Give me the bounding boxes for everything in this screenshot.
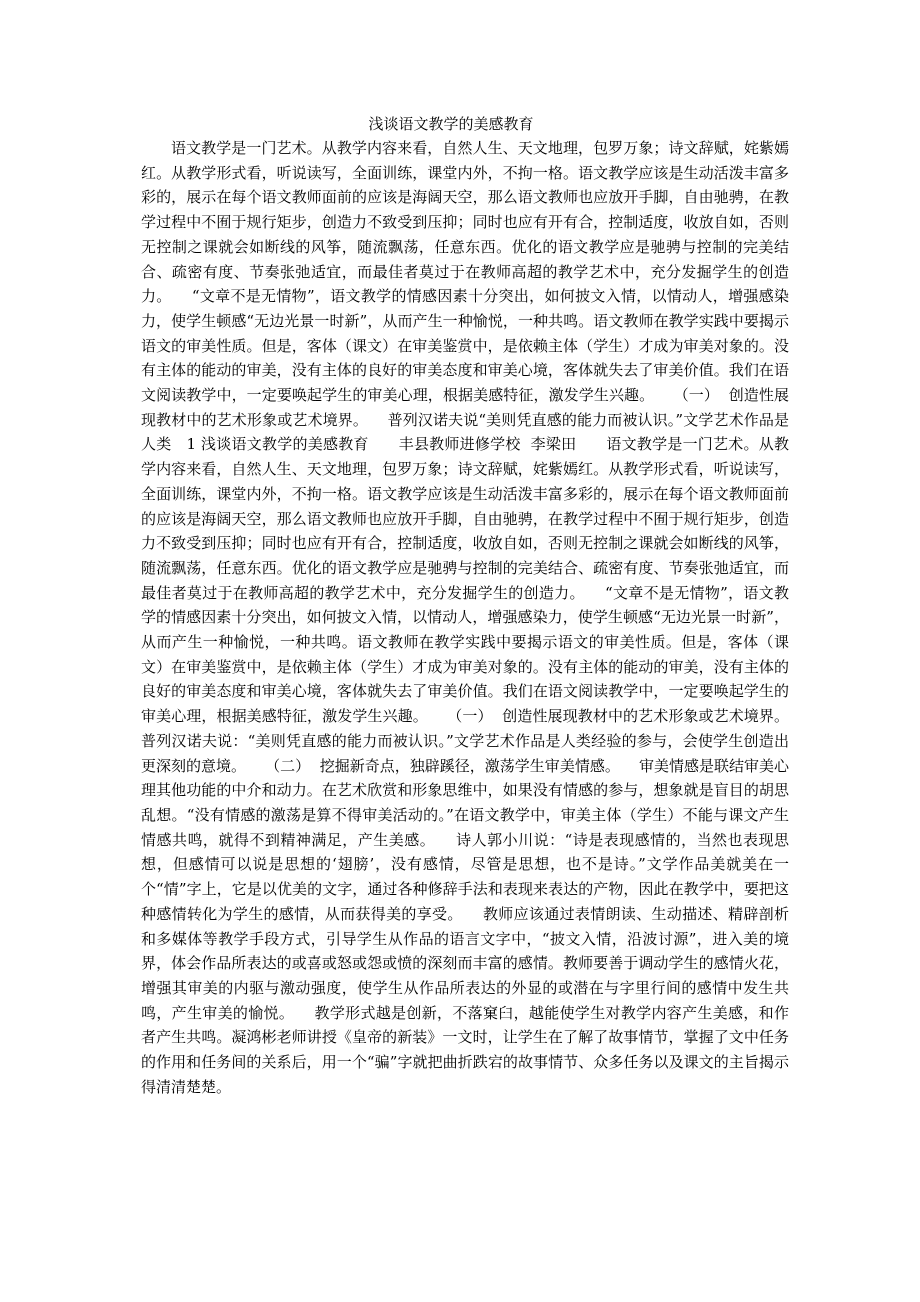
document-page (141, 112, 809, 1099)
document-title: 浅谈语文教学的美感教育 (368, 115, 534, 133)
document-body: 语文教学是一门艺术。从教学内容来看，自然人生、天文地理，包罗万象；诗文辞赋，姹紫嫣红。从教学形式看，听说读写，全面训练，课堂内外，不拘一格。语文教学应该是生动活泼丰富多彩的，展示在每个语文教师面前的应该是海阔天空，那么语文教师也应放开手脚，自由驰骋，在教学过程中不囿于规行矩步，创造力不致受到压抑；同时也应有开有合，控制适度，收放自如，否则无控制之课就会如断线的风筝，随流飘荡，任意东西。优化的语文教学应是驰骋与控制的完美结合、疏密有度、节奏张弛适宜，而最佳者莫过于在教师高超的教学艺术中，充分发掘学生的创造力。 “文章不是无情物”，语文教学的情感因素十分突出，如何披文入情，以情动人，增强感染力，使学生顿感“无边光景一时新”，从而产生一种愉悦，一种共鸣。语文教师在教学实践中要揭示语文的审美性质。但是，客体（课文）在审美鉴赏中，是依赖主体（学生）才成为审美对象的。没有主体的能动的审美，没有主体的良好的审美态度和审美心境，客体就失去了审美价值。我们在语文阅读教学中，一定要唤起学生的审美心理，根据美感特征，激发学生兴趣。 （一） 创造性展现教材中的艺术形象或艺术境界。 普列汉诺夫说“美则凭直感的能力而被认识。”文学艺术作品是人类 1 浅谈语文教学的美感教育 丰县教师进修学校 李梁田 语文教学是一门艺术。从教学内容来看，自然人生、天文地理，包罗万象；诗文辞赋，姹紫嫣红。从教学形式看，听说读写，全面训练，课堂内外，不拘一格。语文教学应该是生动活泼丰富多彩的，展示在每个语文教师面前的应该是海阔天空，那么语文教师也应放开手脚，自由驰骋，在教学过程中不囿于规行矩步，创造力不致受到压抑；同时也应有开有合，控制适度，收放自如，否则无控制之课就会如断线的风筝，随流飘荡，任意东西。优化的语文教学应是驰骋与控制的完美结合、疏密有度、节奏张弛适宜，而最佳者莫过于在教师高超的教学艺术中，充分发掘学生的创造力。 “文章不是无情物”，语文教学的情感因素十分突出，如何披文入情，以情动人，增强感染力，使学生顿感“无边光景一时新”，从而产生一种愉悦，一种共鸣。语文教师在教学实践中要揭示语文的审美性质。但是，客体（课文）在审美鉴赏中，是依赖主体（学生）才成为审美对象的。没有主体的能动的审美，没有主体的良好的审美态度和审美心境，客体就失去了审美价值。我们在语文阅读教学中，一定要唤起学生的审美心理，根据美感特征，激发学生兴趣。 （一） 创造性展现教材中的艺术形象或艺术境界。 普列汉诺夫说：“美则凭直感的能力而被认识。”文学艺术作品是人类经验的参与，会使学生创造出更深刻的意境。 （二） 挖掘新奇点，独辟蹊径，激荡学生审美情感。 审美情感是联结审美心理其他功能的中介和动力。在艺术欣赏和形象思维中，如果没有情感的参与，想象就是盲目的胡思乱想。“没有情感的激荡是算不得审美活动的。”在语文教学中，审美主体（学生）不能与课文产生情感共鸣，就得不到精神满足，产生美感。 诗人郭小川说：“诗是表现感情的，当然也表现思想，但感情可以说是思想的‘翅膀’，没有感情，尽管是思想，也不是诗。”文学作品美就美在一个“情”字上，它是以优美的文字，通过各种修辞手法和表现来表达的产物，因此在教学中，要把这种感情转化为学生的感情，从而获得美的享受。 教师应该通过表情朗读、生动描述、精辟剖析和多媒体等教学手段方式，引导学生从作品的语言文字中，“披文入情，沿波讨源”，进入美的境界，体会作品所表达的或喜或怒或怨或愤的深刻而丰富的感情。教师要善于调动学生的感情火花，增强其审美的内驱与激动强度，使学生从作品所表达的外显的或潜在与字里行间的感情中发生共鸣，产生审美的愉悦。 教学形式越是创新，不落窠臼，越能使学生对教学内容产生美感，和作者产生共鸣。凝鸿彬老师讲授《皇帝的新装》一文时，让学生在了解了故事情节，掌握了文中任务的作用和任务间的关系后，用一个“骗”字就把曲折跌宕的故事情节、众多任务以及课文的主旨揭示得清清楚楚。 (141, 139, 809, 1096)
